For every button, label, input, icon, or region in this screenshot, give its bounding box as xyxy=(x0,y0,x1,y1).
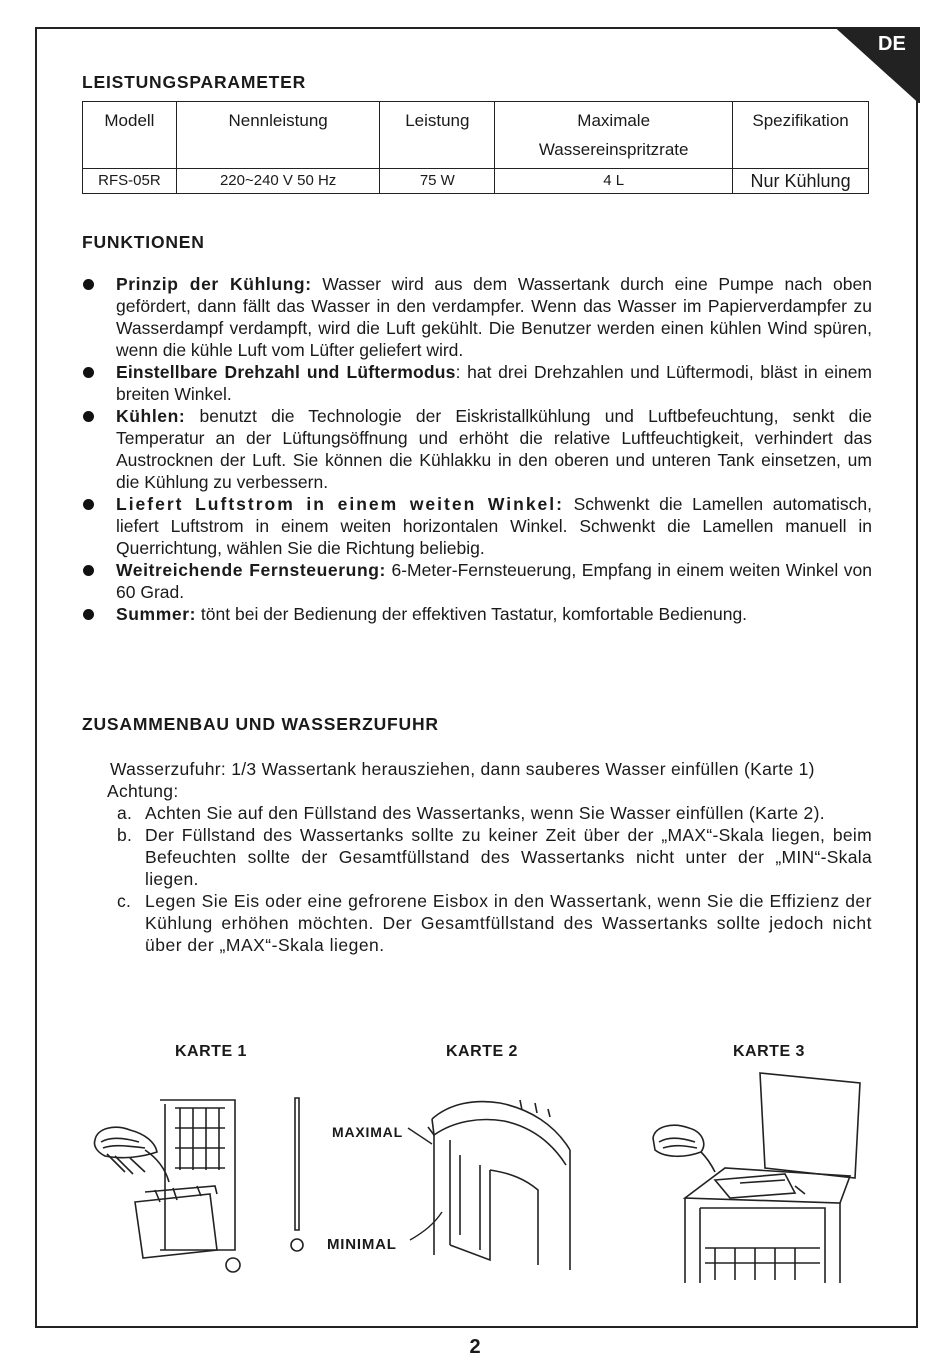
list-item: Liefert Luftstrom in einem weiten Winkel: Schwenkt die Lamellen automatisch, liefert Luftstrom in einem weiten horizontalen Winkel. Schwenkt die Lamellen manuell in Querrichtung, wählen Sie die Richtung beliebig. xyxy=(82,493,872,559)
bullet-icon xyxy=(83,609,94,620)
bullet-icon xyxy=(83,565,94,576)
value-cell: 220~240 V 50 Hz xyxy=(176,169,380,194)
list-item: Prinzip der Kühlung: Wasser wird aus dem Wassertank durch eine Pumpe nach oben gefördert, dann fällt das Wasser in den verdampfer. Wenn das Wasser im Papierverdampfer zu Wasserdampf verdampft, wird die Luft gekühlt. Die Benutzer werden einen kühlen Wind spüren, wenn die kühle Luft vom Lüfter geliefert wird. xyxy=(82,273,872,361)
figure-3-label: KARTE 3 xyxy=(733,1043,805,1060)
value-cell: 75 W xyxy=(380,169,495,194)
params-table xyxy=(82,101,869,194)
bullet-icon xyxy=(83,367,94,378)
assembly-heading: ZUSAMMENBAU UND WASSERZUFUHR xyxy=(82,714,439,734)
callout-lines xyxy=(400,1120,460,1250)
list-item: a. Achten Sie auf den Füllstand des Wassertanks, wenn Sie Wasser einfüllen (Karte 2). xyxy=(117,803,825,823)
figure-1-label: KARTE 1 xyxy=(175,1043,247,1060)
list-item: Summer: tönt bei der Bedienung der effektiven Tastatur, komfortable Bedienung. xyxy=(82,603,872,625)
assembly-intro: Wasserzufuhr: 1/3 Wassertank herausziehen, dann sauberes Wasser einfüllen (Karte 1) xyxy=(110,759,815,779)
header-cell: Spezifikation xyxy=(733,102,869,169)
figure-2-label: KARTE 2 xyxy=(446,1043,518,1060)
bullet-icon xyxy=(83,411,94,422)
value-cell: RFS-05R xyxy=(83,169,177,194)
page-number: 2 xyxy=(469,1336,481,1358)
min-label: MINIMAL xyxy=(327,1236,397,1253)
list-item: Kühlen: benutzt die Technologie der Eiskristallkühlung und Luftbefeuchtung, senkt die Temperatur an der Lüftungsöffnung und erhöht die relative Luftfeuchtigkeit, verhindert das Austrocknen der Luft. Sie können die Kühlakku in den oberen und unteren Tank einsetzen, um die Kühlung zu verbessern. xyxy=(82,405,872,493)
list-item: Einstellbare Drehzahl und Lüftermodus: hat drei Drehzahlen und Lüftermodi, bläst in einem breiten Winkel. xyxy=(82,361,872,405)
bullet-icon xyxy=(83,499,94,510)
header-cell: Leistung xyxy=(380,102,495,169)
list-item: Weitreichende Fernsteuerung: 6-Meter-Fernsteuerung, Empfang in einem weiten Winkel von 60 Grad. xyxy=(82,559,872,603)
functions-list xyxy=(82,273,872,625)
value-cell: Nur Kühlung xyxy=(733,169,869,194)
language-label: DE xyxy=(878,33,906,55)
params-header-row xyxy=(83,102,869,169)
attention-label: Achtung: xyxy=(107,781,179,801)
header-cell: Nennleistung xyxy=(176,102,380,169)
value-cell: 4 L xyxy=(495,169,733,194)
assembly-text xyxy=(107,758,872,956)
max-label: MAXIMAL xyxy=(332,1124,403,1140)
params-value-row xyxy=(83,169,869,194)
header-cell: Maximale Wassereinspritzrate xyxy=(495,102,733,169)
list-item: c. Legen Sie Eis oder eine gefrorene Eisbox in den Wassertank, wenn Sie die Effizienz der Kühlung erhöhen möchten. Der Gesamtfüllstand des Wassertanks sollte jedoch nicht über der „MAX“-Skala liegen. xyxy=(117,891,872,955)
list-item: b. Der Füllstand des Wassertanks sollte zu keiner Zeit über der „MAX“-Skala liegen, beim Befeuchten sollte der Gesamtfüllstand des Wassertanks nicht unter der „MIN“-Skala liegen. xyxy=(117,825,872,889)
attention-list xyxy=(107,802,872,956)
figure-3-illustration xyxy=(645,1068,875,1288)
functions-heading: FUNKTIONEN xyxy=(82,232,205,252)
header-cell: Modell xyxy=(83,102,177,169)
params-heading: LEISTUNGSPARAMETER xyxy=(82,72,307,92)
bullet-icon xyxy=(83,279,94,290)
figure-1-illustration xyxy=(85,1090,325,1275)
